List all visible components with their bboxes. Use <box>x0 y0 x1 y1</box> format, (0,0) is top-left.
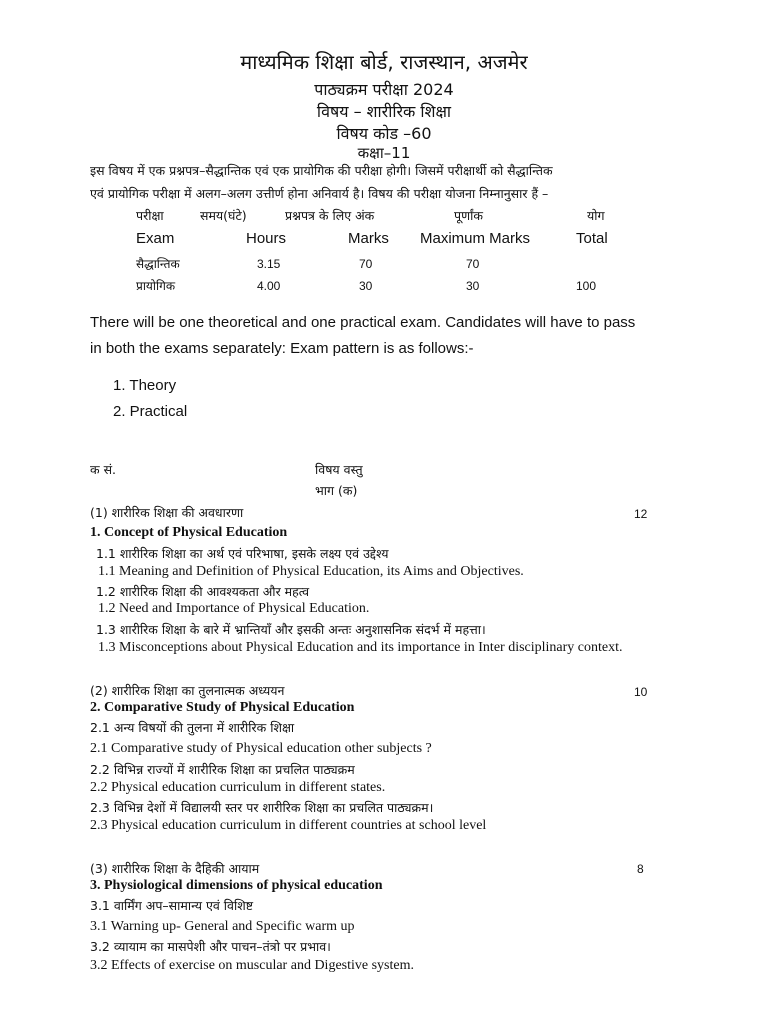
unit-marks: 12 <box>634 507 648 521</box>
unit-line-hindi: 2.2 विभिन्न राज्यों में शारीरिक शिक्षा का प्रचलित पाठ्यक्रम <box>90 762 355 777</box>
unit-title-hindi: (3) शारीरिक शिक्षा के दैहिकी आयाम <box>90 861 260 876</box>
unit-line-hindi: 2.3 विभिन्न देशों में विद्यालयी स्तर पर शारीरिक शिक्षा का प्रचलित पाठ्यक्रम। <box>90 800 434 815</box>
table-cell: 30 <box>359 279 373 293</box>
unit-line-english: 2.2 Physical education curriculum in different states. <box>90 780 386 795</box>
subject-code: विषय कोड –60 <box>336 124 432 143</box>
table-header-english: Maximum Marks <box>420 230 531 247</box>
intro-english-line-2: in both the exams separately: Exam pattern is as follows:- <box>90 340 474 357</box>
intro-hindi-line-1: इस विषय में एक प्रश्नपत्र–सैद्धान्तिक एवं एक प्रायोगिक की परीक्षा होगी। जिसमें परीक्षार्थी को सैद्धान्तिक <box>90 163 553 178</box>
unit-line-english: 2.1 Comparative study of Physical education other subjects ? <box>90 741 432 756</box>
unit-title-hindi: (2) शारीरिक शिक्षा का तुलनात्मक अध्ययन <box>90 683 285 698</box>
unit-line-hindi: 2.1 अन्य विषयों की तुलना में शारीरिक शिक्षा <box>90 720 295 735</box>
table-header-hindi: प्रश्नपत्र के लिए अंक <box>285 208 375 223</box>
table-cell: 30 <box>466 279 480 293</box>
unit-line-hindi: 1.1 शारीरिक शिक्षा का अर्थ एवं परिभाषा, इसके लक्ष्य एवं उद्देश्य <box>96 546 389 561</box>
unit-title-english: 3. Physiological dimensions of physical education <box>90 878 383 893</box>
serial-column-header: क सं. <box>90 462 116 477</box>
table-cell: 70 <box>466 257 480 271</box>
unit-line-hindi: 1.2 शारीरिक शिक्षा की आवश्यकता और महत्व <box>96 584 310 599</box>
table-cell: 4.00 <box>257 279 281 293</box>
intro-english-line-1: There will be one theoretical and one practical exam. Candidates will have to pass <box>90 314 636 331</box>
unit-line-english: 2.3 Physical education curriculum in different countries at school level <box>90 818 487 833</box>
table-header-english: Total <box>576 230 608 247</box>
unit-marks: 10 <box>634 685 648 699</box>
content-column-header: विषय वस्तु <box>315 462 363 477</box>
unit-line-english: 1.1 Meaning and Definition of Physical Education, its Aims and Objectives. <box>98 564 524 579</box>
unit-line-hindi: 1.3 शारीरिक शिक्षा के बारे में भ्रान्तियाँ और इसकी अन्तः अनुशासनिक संदर्भ में महत्ता। <box>96 622 486 637</box>
unit-line-hindi: 3.2 व्यायाम का मासपेशी और पाचन–तंत्रो पर प्रभाव। <box>90 939 331 954</box>
part-label: भाग (क) <box>315 483 358 498</box>
board-title: माध्यमिक शिक्षा बोर्ड, राजस्थान, अजमेर <box>240 50 528 74</box>
table-cell: 100 <box>576 279 597 293</box>
subject-title: विषय – शारीरिक शिक्षा <box>316 102 452 121</box>
unit-title-hindi: (1) शारीरिक शिक्षा की अवधारणा <box>90 505 244 520</box>
table-header-english: Exam <box>136 230 175 247</box>
class-label: कक्षा–11 <box>357 144 411 162</box>
unit-line-hindi: 3.1 वार्मिंग अप–सामान्य एवं विशिष्ट <box>90 898 254 913</box>
unit-line-english: 3.1 Warning up- General and Specific warm up <box>90 919 355 934</box>
table-header-hindi: पूर्णांक <box>454 208 483 223</box>
table-cell: प्रायोगिक <box>136 279 176 293</box>
table-header-hindi: समय(घंटे) <box>200 208 247 223</box>
table-cell: 70 <box>359 257 373 271</box>
table-cell: सैद्धान्तिक <box>136 257 180 271</box>
table-header-english: Hours <box>246 230 287 247</box>
list-item: 2. Practical <box>113 403 188 420</box>
unit-line-english: 3.2 Effects of exercise on muscular and Digestive system. <box>90 958 414 973</box>
unit-line-english: 1.2 Need and Importance of Physical Education. <box>98 601 370 616</box>
table-header-hindi: योग <box>587 208 605 223</box>
unit-line-english: 1.3 Misconceptions about Physical Education and its importance in Inter disciplinary context. <box>98 640 623 655</box>
intro-hindi-line-2: एवं प्रायोगिक परीक्षा में अलग–अलग उत्तीर्ण होना अनिवार्य है। विषय की परीक्षा योजना निम्नानुसार हैं – <box>90 186 549 201</box>
exam-title: पाठ्यक्रम परीक्षा 2024 <box>314 80 454 99</box>
table-header-hindi: परीक्षा <box>136 208 164 223</box>
table-cell: 3.15 <box>257 257 281 271</box>
unit-title-english: 2. Comparative Study of Physical Education <box>90 700 355 715</box>
unit-title-english: 1. Concept of Physical Education <box>90 525 288 540</box>
list-item: 1. Theory <box>113 377 177 394</box>
table-header-english: Marks <box>348 230 389 247</box>
unit-marks: 8 <box>637 862 644 876</box>
